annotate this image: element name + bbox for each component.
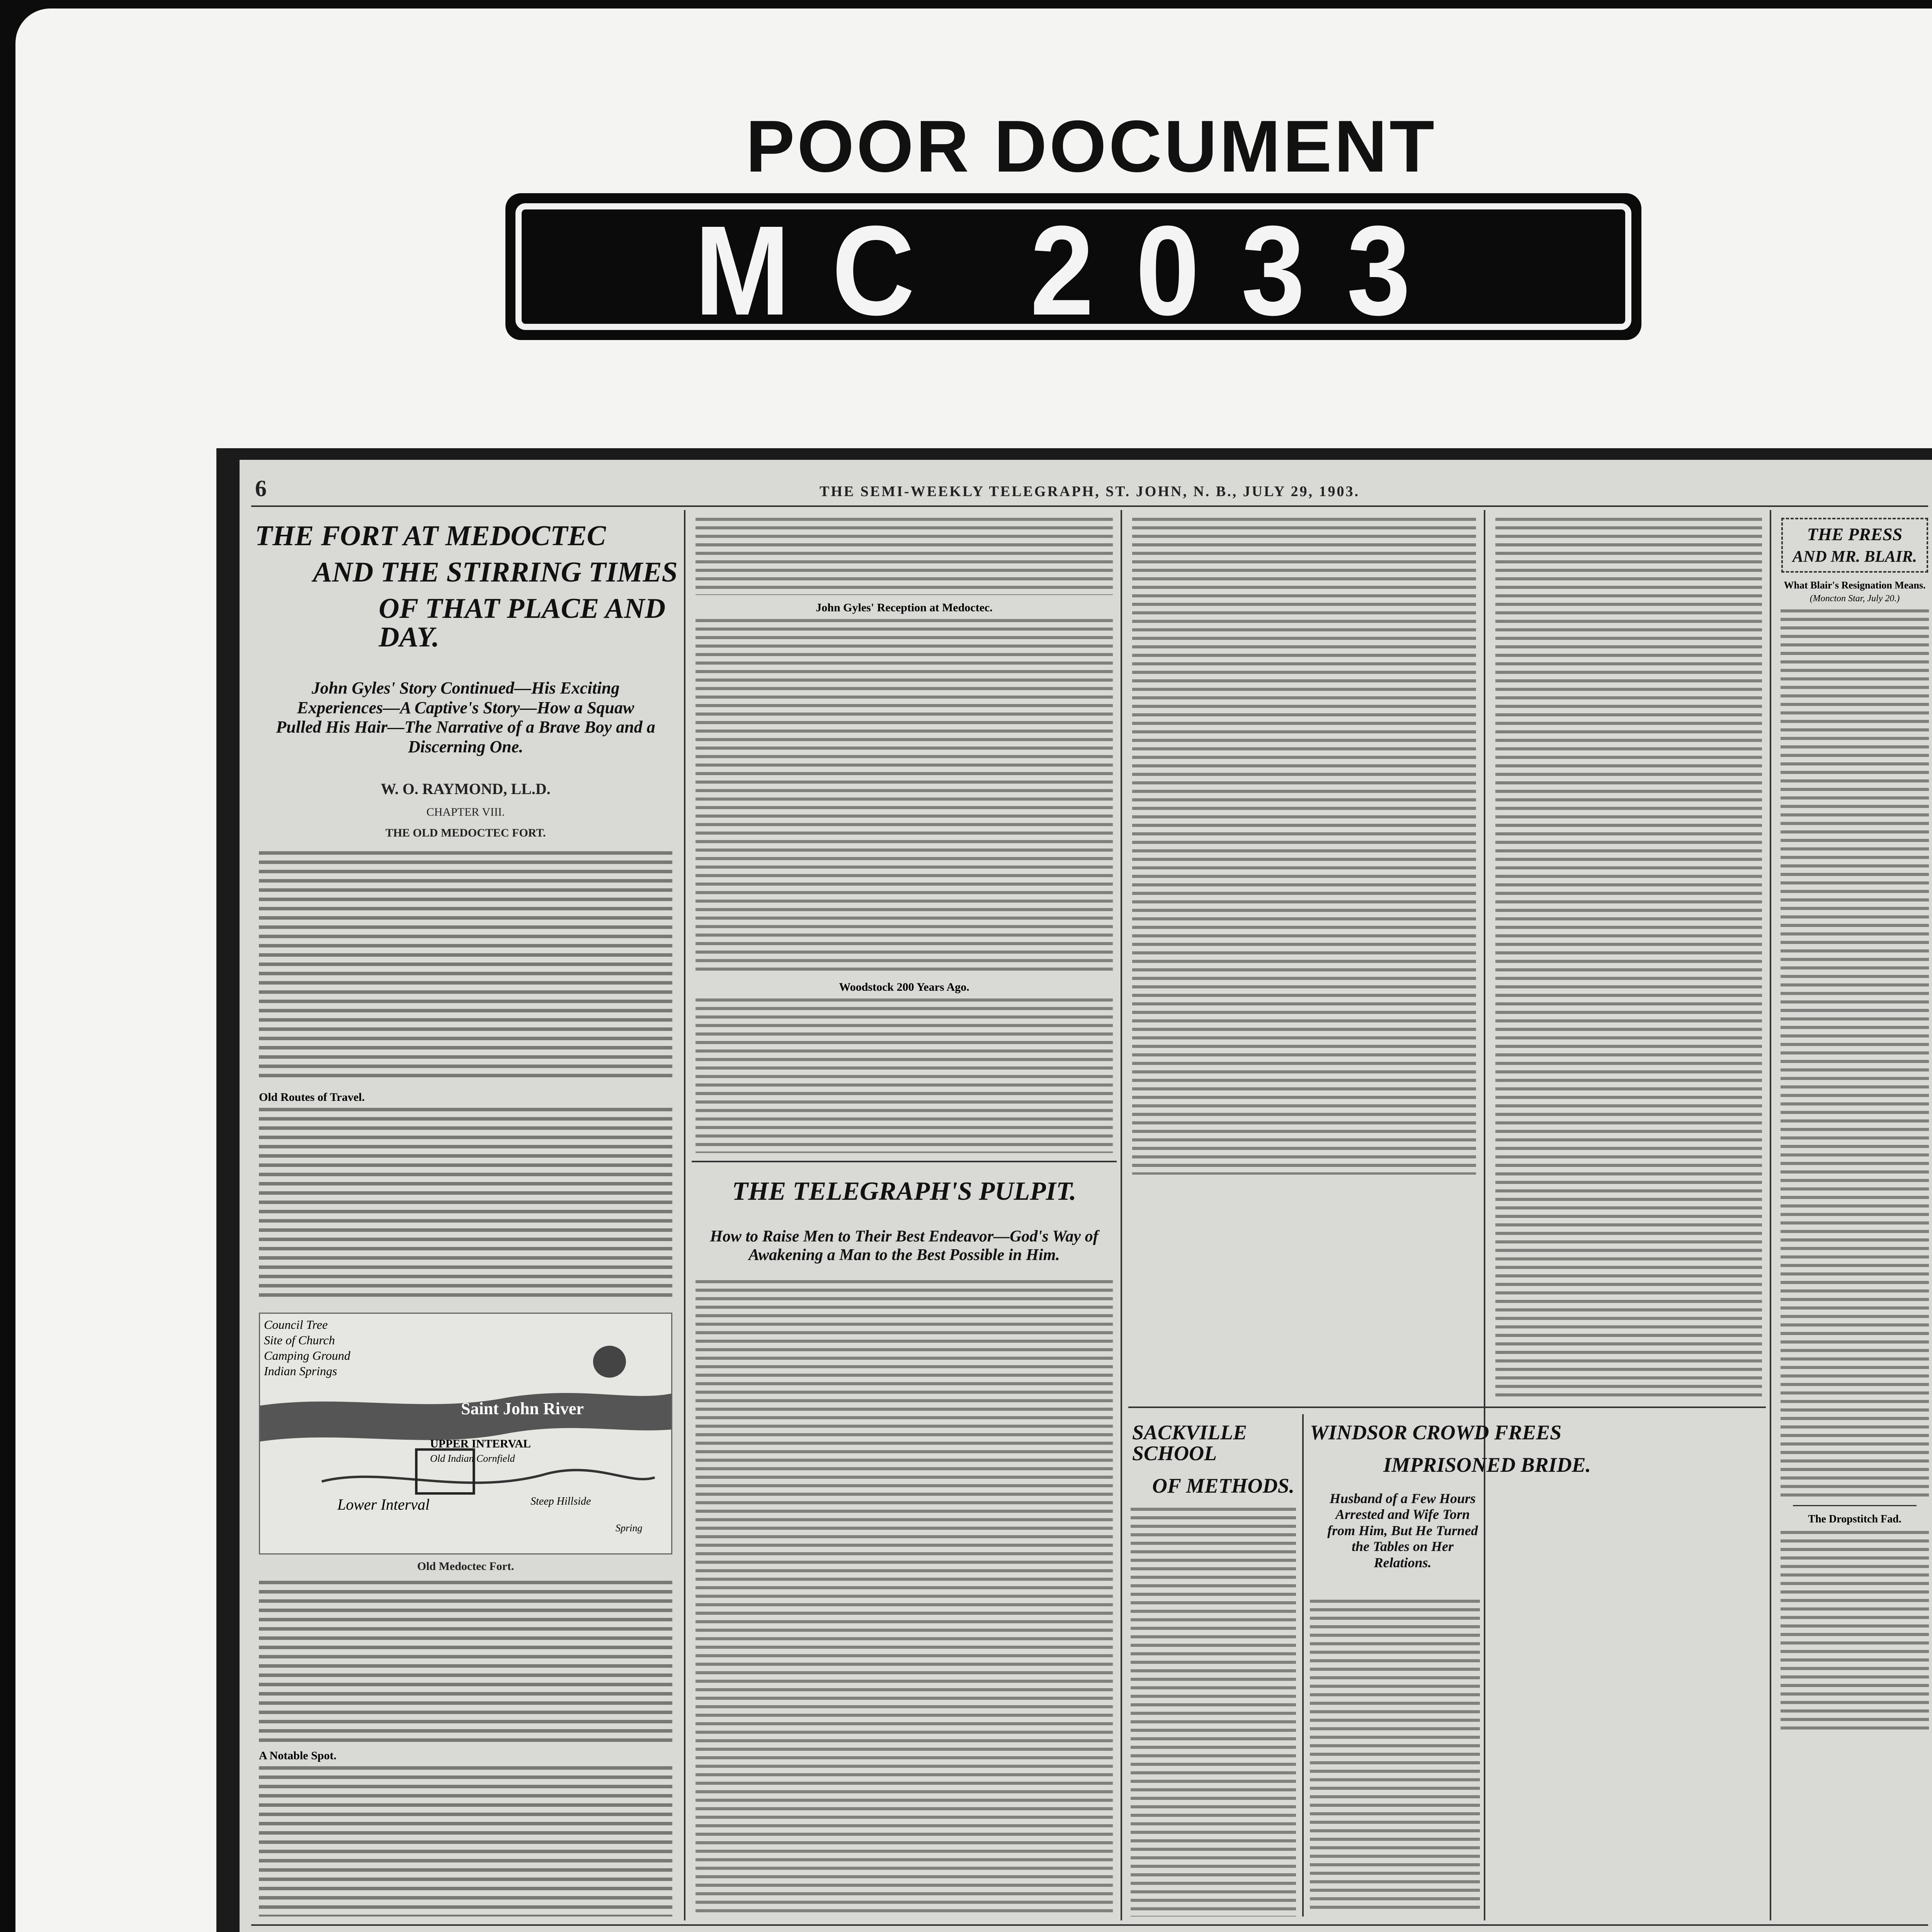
map-label-hillside: Steep Hillside xyxy=(531,1495,591,1508)
byline: W. O. RAYMOND, LL.D. xyxy=(381,780,551,798)
body-text-block xyxy=(1781,609,1929,1498)
subhead-dropstitch: The Dropstitch Fad. xyxy=(1808,1513,1901,1525)
map-label-site-of-church: Site of Church xyxy=(264,1333,335,1347)
article-medoctec xyxy=(251,510,680,1917)
newspaper-page xyxy=(240,460,1932,1932)
body-text-block xyxy=(259,1108,672,1301)
column-rule xyxy=(1770,510,1771,1920)
article-windsor xyxy=(1306,1414,1766,1917)
fort-map xyxy=(259,1313,672,1554)
windsor-headline-2: IMPRISONED BRIDE. xyxy=(1383,1453,1591,1476)
column-rule xyxy=(684,510,685,1920)
body-text-block xyxy=(259,1581,672,1743)
article-sackville xyxy=(1128,1414,1298,1917)
map-label-spring: Spring xyxy=(616,1522,643,1534)
article-column-2 xyxy=(692,510,1117,1917)
map-label-camping-ground: Camping Ground xyxy=(264,1349,350,1363)
body-text-block xyxy=(1310,1600,1480,1909)
subhead-notable-spot: A Notable Spot. xyxy=(259,1749,337,1762)
map-label-upper-interval: UPPER INTERVAL xyxy=(430,1437,531,1451)
map-label-river: Saint John River xyxy=(461,1399,584,1418)
body-text-block xyxy=(696,619,1113,975)
article-column-3b xyxy=(1492,510,1766,1399)
sackville-headline-1: SACKVILLE SCHOOL xyxy=(1132,1421,1247,1465)
sermon-text-block xyxy=(696,1280,1113,1917)
headline-line-2: AND THE STIRRING TIMES xyxy=(313,556,678,588)
reel-plate xyxy=(505,193,1641,340)
section-rule xyxy=(692,1161,1117,1162)
article-deck: John Gyles' Story Continued—His Exciting Experiences—A Captive's Story—How a Squaw Pulled His Hair—The Narrative of a Brave Boy and a Discerning One. xyxy=(276,679,655,756)
reel-code: MC 2033 xyxy=(694,199,1452,342)
headline-line-3: OF THAT PLACE AND DAY. xyxy=(379,593,666,653)
column-rule xyxy=(1302,1414,1304,1917)
body-text-block xyxy=(696,518,1113,595)
top-rule xyxy=(251,505,1928,507)
chapter-number: CHAPTER VIII. xyxy=(426,806,505,819)
body-text-block xyxy=(1781,1531,1929,1732)
sackville-headline-2: OF METHODS. xyxy=(1152,1474,1294,1497)
column-rule xyxy=(1121,510,1122,1920)
press-headline-1: THE PRESS xyxy=(1807,524,1903,544)
map-label-indian-springs: Indian Springs xyxy=(264,1364,337,1378)
sermon-continuation xyxy=(1132,518,1476,1175)
source-moncton-star: (Moncton Star, July 20.) xyxy=(1810,594,1900,604)
map-label-lower-interval: Lower Interval xyxy=(337,1496,430,1514)
headline-line-1: THE FORT AT MEDOCTEC xyxy=(255,520,606,552)
subhead-resignation: What Blair's Resignation Means. xyxy=(1784,580,1926,591)
poor-document-label: POOR DOCUMENT xyxy=(746,105,1437,187)
body-text-block xyxy=(259,1766,672,1917)
article-press-blair xyxy=(1777,510,1932,1917)
pulpit-deck: How to Raise Men to Their Best Endeavor—God's Way of Awakening a Man to the Best Possible in Him. xyxy=(710,1228,1099,1264)
body-text-block xyxy=(1131,1508,1296,1917)
pulpit-title: THE TELEGRAPH'S PULPIT. xyxy=(732,1176,1077,1206)
map-label-council-tree: Council Tree xyxy=(264,1318,328,1332)
section-rule xyxy=(1793,1505,1917,1506)
running-head: THE SEMI-WEEKLY TELEGRAPH, ST. JOHN, N. B., JULY 29, 1903. xyxy=(820,483,1360,500)
bottom-rule xyxy=(251,1924,1928,1926)
body-text-block xyxy=(696,998,1113,1153)
press-headline-2: AND MR. BLAIR. xyxy=(1792,548,1917,566)
body-text-block xyxy=(259,851,672,1083)
windsor-deck: Husband of a Few Hours Arrested and Wife Torn from Him, But He Turned the Tables on Her Relations. xyxy=(1327,1491,1478,1570)
subhead-reception: John Gyles' Reception at Medoctec. xyxy=(816,601,993,614)
windsor-headline-1: WINDSOR CROWD FREES xyxy=(1310,1421,1562,1444)
body-text-block xyxy=(1495,518,1762,1399)
page-number: 6 xyxy=(255,476,267,501)
map-caption: Old Medoctec Fort. xyxy=(417,1560,514,1573)
press-headline-box xyxy=(1781,518,1928,573)
subhead-woodstock: Woodstock 200 Years Ago. xyxy=(839,981,969,993)
section-rule xyxy=(1128,1406,1766,1408)
chapter-title: THE OLD MEDOCTEC FORT. xyxy=(385,827,546,840)
map-label-cornfield: Old Indian Cornfield xyxy=(430,1453,515,1464)
subhead-old-routes: Old Routes of Travel. xyxy=(259,1091,365,1104)
